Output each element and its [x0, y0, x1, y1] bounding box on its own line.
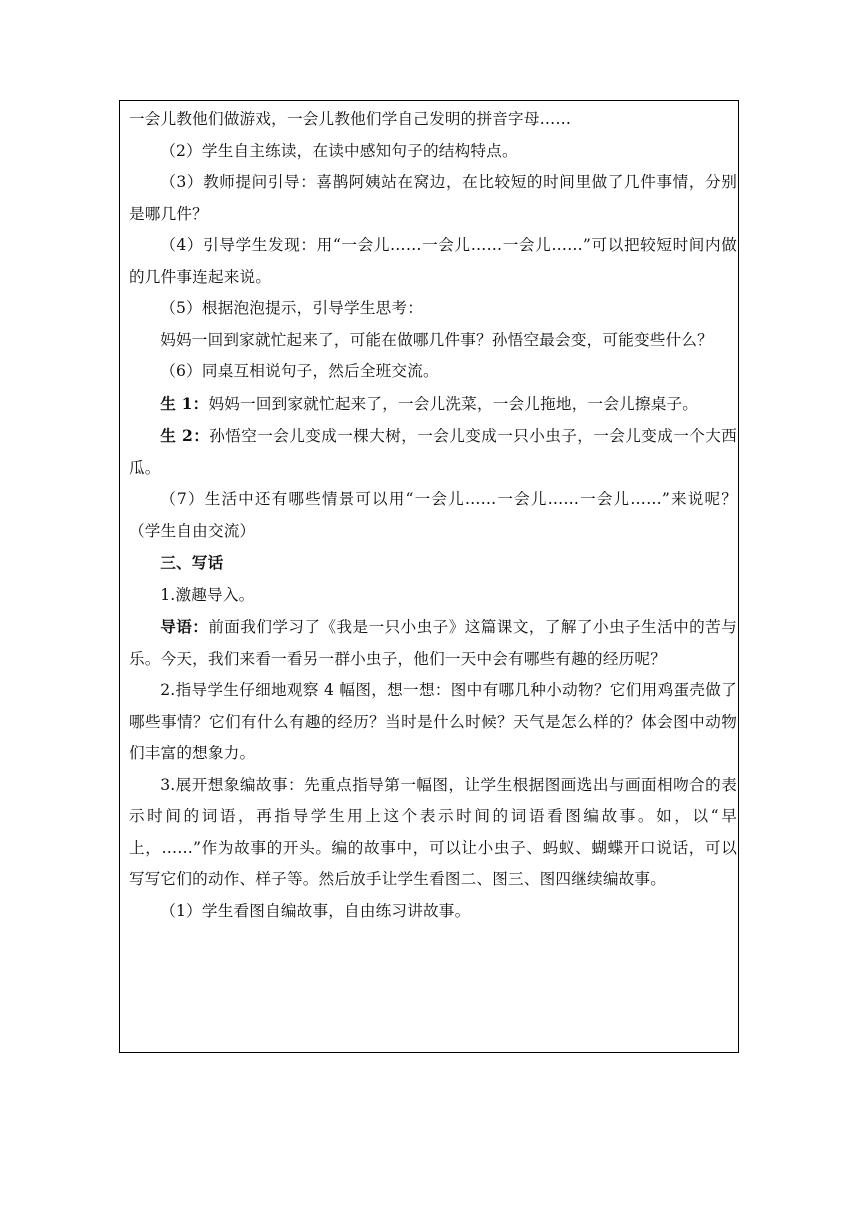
paragraph-text: 前面我们学习了《我是一只小虫子》这篇课文，了解了小虫子生活中的苦与乐。今天，我们来看一看另一群小虫子，他们一天中会有哪些有趣的经历呢？	[129, 618, 737, 668]
speaker-label: 生 1：	[160, 393, 209, 413]
paragraph-writing-3	[129, 770, 737, 896]
paragraph-prompt	[129, 325, 737, 357]
paragraph-text: 妈妈一回到家就忙起来了，一会儿洗菜，一会儿拖地，一会儿擦桌子。	[208, 394, 699, 413]
paragraph-text: 孙悟空一会儿变成一棵大树，一会儿变成一只小虫子，一会儿变成一个大西瓜。	[129, 427, 737, 477]
paragraph-step-7	[129, 484, 737, 547]
intro-label: 导语：	[160, 617, 209, 636]
paragraph-continuation	[129, 104, 737, 136]
paragraph-step-2	[129, 136, 737, 168]
paragraph-text: （4）引导学生发现：用“一会儿……一会儿……一会儿……”可以把较短时间内做的几件事连起来说。	[129, 236, 737, 286]
paragraph-text: （7）生活中还有哪些情景可以用“一会儿……一会儿……一会儿……”来说呢？（学生自由交流）	[129, 490, 737, 540]
paragraph-step-4	[129, 230, 737, 293]
paragraph-intro	[129, 611, 737, 675]
paragraph-writing-3-1	[129, 896, 737, 928]
paragraph-text: （1）学生看图自编故事，自由练习讲故事。	[160, 901, 471, 920]
paragraph-text: 3.展开想象编故事：先重点指导第一幅图，让学生根据图画选出与画面相吻合的表示时间的词语，再指导学生用上这个表示时间的词语看图编故事。如，以“早上，……”作为故事的开头。编的故事中，可以让小虫子、蚂蚁、蝴蝶开口说话，可以写写它们的动作、样子等。然后放手让学生看图二、图三、图四继续编故事。	[129, 775, 737, 888]
lesson-content	[129, 104, 737, 927]
paragraph-writing-1	[129, 580, 737, 612]
paragraph-text: （6）同桌互相说句子，然后全班交流。	[160, 362, 439, 380]
paragraph-student-1	[129, 388, 737, 421]
paragraph-text: （3）教师提问引导：喜鹊阿姨站在窝边，在比较短的时间里做了几件事情，分别是哪几件？	[129, 173, 737, 223]
section-heading: 三、写话	[160, 553, 224, 572]
paragraph-writing-2	[129, 675, 737, 770]
paragraph-text: （5）根据泡泡提示，引导学生思考：	[160, 299, 424, 317]
paragraph-step-6	[129, 356, 737, 388]
paragraph-text: （2）学生自主练读，在读中感知句子的结构特点。	[160, 141, 518, 160]
paragraph-student-2	[129, 420, 737, 484]
paragraph-text: 1.激趣导入。	[160, 585, 255, 604]
paragraph-text: 一会儿教他们做游戏，一会儿教他们学自己发明的拼音字母……	[129, 110, 572, 128]
paragraph-step-3	[129, 167, 737, 230]
paragraph-step-5	[129, 293, 737, 325]
speaker-label: 生 2：	[160, 426, 210, 445]
paragraph-text: 2.指导学生仔细地观察 4 幅图，想一想：图中有哪几种小动物？它们用鸡蛋壳做了哪些事情？它们有什么有趣的经历？当时是什么时候？天气是怎么样的？体会图中动物们丰富的想象力。	[129, 681, 737, 762]
section-heading-writing	[129, 547, 737, 580]
paragraph-text: 妈妈一回到家就忙起来了，可能在做哪几件事？孙悟空最会变，可能变些什么？	[160, 330, 713, 349]
